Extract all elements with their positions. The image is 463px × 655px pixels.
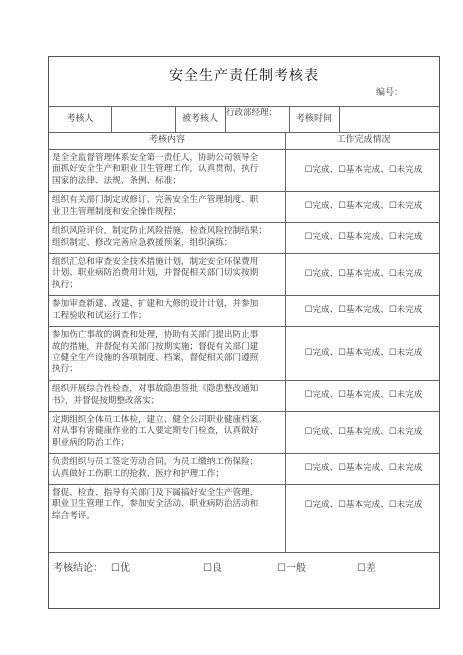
- row-content-line: 工程验收和试运行工作；: [52, 310, 147, 321]
- row-content-line: 业卫生管理制度和安全操作规程；: [52, 206, 181, 217]
- time-field[interactable]: [340, 106, 440, 132]
- row-content-line: 组织风险评价，制定防止风险措施，检查风险控制结果；: [52, 226, 267, 237]
- row-completion-status[interactable]: ☐完成、☐基本完成、☐未完成: [304, 268, 423, 279]
- row-completion-status[interactable]: ☐完成、☐基本完成、☐未完成: [304, 232, 423, 242]
- doc-number-label: 编号：: [375, 88, 403, 98]
- row-completion-status[interactable]: ☐完成、☐基本完成、☐未完成: [304, 463, 423, 473]
- row-content-line: 定期组织全体员工体检，建立、健全公司职业健康档案。: [52, 414, 267, 425]
- time-label: 考核时间: [295, 113, 332, 124]
- row-content: [49, 380, 285, 411]
- conclusion-option-excellent[interactable]: ☐优: [111, 563, 130, 574]
- row-content-line: 对从事有害健康作业的工人要定期专门检查，认真做好: [52, 426, 259, 437]
- assessment-form: [48, 56, 440, 609]
- conclusion-row: [49, 552, 439, 578]
- row-content-line: 书》，并督促按期整改落实；: [52, 395, 160, 406]
- row-content-line: 国家的法律、法规、条例、标准；: [52, 175, 181, 186]
- row-content-line: 是全全监督管理体系安全第一责任人，协助公司领导全: [52, 152, 259, 163]
- row-content-line: 负责组织与员工签定劳动合同，为员工缴纳工伤保险；: [52, 457, 259, 468]
- assessor-field[interactable]: [112, 106, 175, 132]
- row-content-line: 执行；: [52, 364, 78, 375]
- row-completion-status[interactable]: ☐完成、☐基本完成、☐未完成: [304, 201, 423, 211]
- conclusion-option-good[interactable]: ☐良: [203, 563, 222, 574]
- row-content-line: 参加审查新建、改建、扩建和大修的设计计划，并参加: [52, 299, 259, 310]
- row-completion-status[interactable]: ☐完成、☐基本完成、☐未完成: [304, 305, 423, 315]
- row-content-line: 故的措施，并督促有关部门按期实施；督促有关部门建: [52, 341, 259, 352]
- row-content-line: 参加伤亡事故的调查和处理，协助有关部门提出防止事: [52, 330, 259, 341]
- row-content-line: 组织汇总和审查安全技术措施计划，制定安全环保费用: [52, 256, 259, 267]
- row-content-line: 认真做好工伤职工的抢救、医疗和护理工作；: [52, 468, 224, 479]
- row-content-line: 组织制定、修改完善应急救援预案，组织演练；: [52, 237, 233, 248]
- row-content-line: 立健全生产设施的各项制度、档案，督促相关部门遵照: [52, 353, 259, 363]
- row-content-line: 计划、职业病防治费用计划，并督促相关部门切实按期: [52, 268, 259, 279]
- row-content: [49, 295, 285, 326]
- conclusion-option-average[interactable]: ☐一般: [277, 563, 306, 574]
- conclusion-label: 考核结论：: [53, 563, 103, 574]
- row-content-line: 组织开展综合性检查，对事故隐患签批《隐患整改通知: [52, 384, 259, 395]
- row-completion-status[interactable]: ☐完成、☐基本完成、☐未完成: [304, 499, 423, 510]
- conclusion-option-poor[interactable]: ☐差: [357, 563, 376, 574]
- row-content: [49, 484, 285, 526]
- row-content: [49, 453, 285, 484]
- row-completion-status[interactable]: ☐完成、☐基本完成、☐未完成: [304, 426, 423, 437]
- column-header-completion: 工作完成情况: [336, 135, 391, 145]
- row-content: [49, 149, 285, 191]
- row-content: [49, 191, 285, 222]
- row-completion-status[interactable]: ☐完成、☐基本完成、☐未完成: [304, 347, 423, 358]
- row-completion-status[interactable]: ☐完成、☐基本完成、☐未完成: [304, 390, 423, 400]
- row-content-line: 综合考评。: [52, 510, 95, 521]
- row-content-line: 面抓好安全生产和职业卫生管理工作，认真贯彻、执行: [52, 164, 259, 175]
- row-content-line: 职业病的防治工作；: [52, 437, 130, 448]
- row-completion-status[interactable]: ☐完成、☐基本完成、☐未完成: [304, 164, 423, 175]
- form-title: 安全生产责任制考核表: [169, 68, 319, 84]
- row-content: [49, 411, 285, 453]
- row-content: [49, 222, 285, 253]
- row-content-line: 组织有关部门制定或修订、完善安全生产管理制度、职: [52, 195, 259, 206]
- row-content: [49, 326, 285, 380]
- row-content: [49, 253, 285, 295]
- row-content-line: 督促、检查、指导有关部门及下属搞好安全生产管理、: [52, 487, 259, 498]
- row-content-line: 职业卫生管理工作，参加安全活动、职业病防治活动和: [52, 499, 259, 510]
- assessor-label: 考核人: [66, 113, 94, 124]
- assessee-label: 被考核人: [181, 113, 218, 124]
- column-header-content: 考核内容: [148, 135, 185, 145]
- position-label: 行政部经理：: [226, 108, 278, 118]
- row-content-line: 执行；: [52, 279, 78, 290]
